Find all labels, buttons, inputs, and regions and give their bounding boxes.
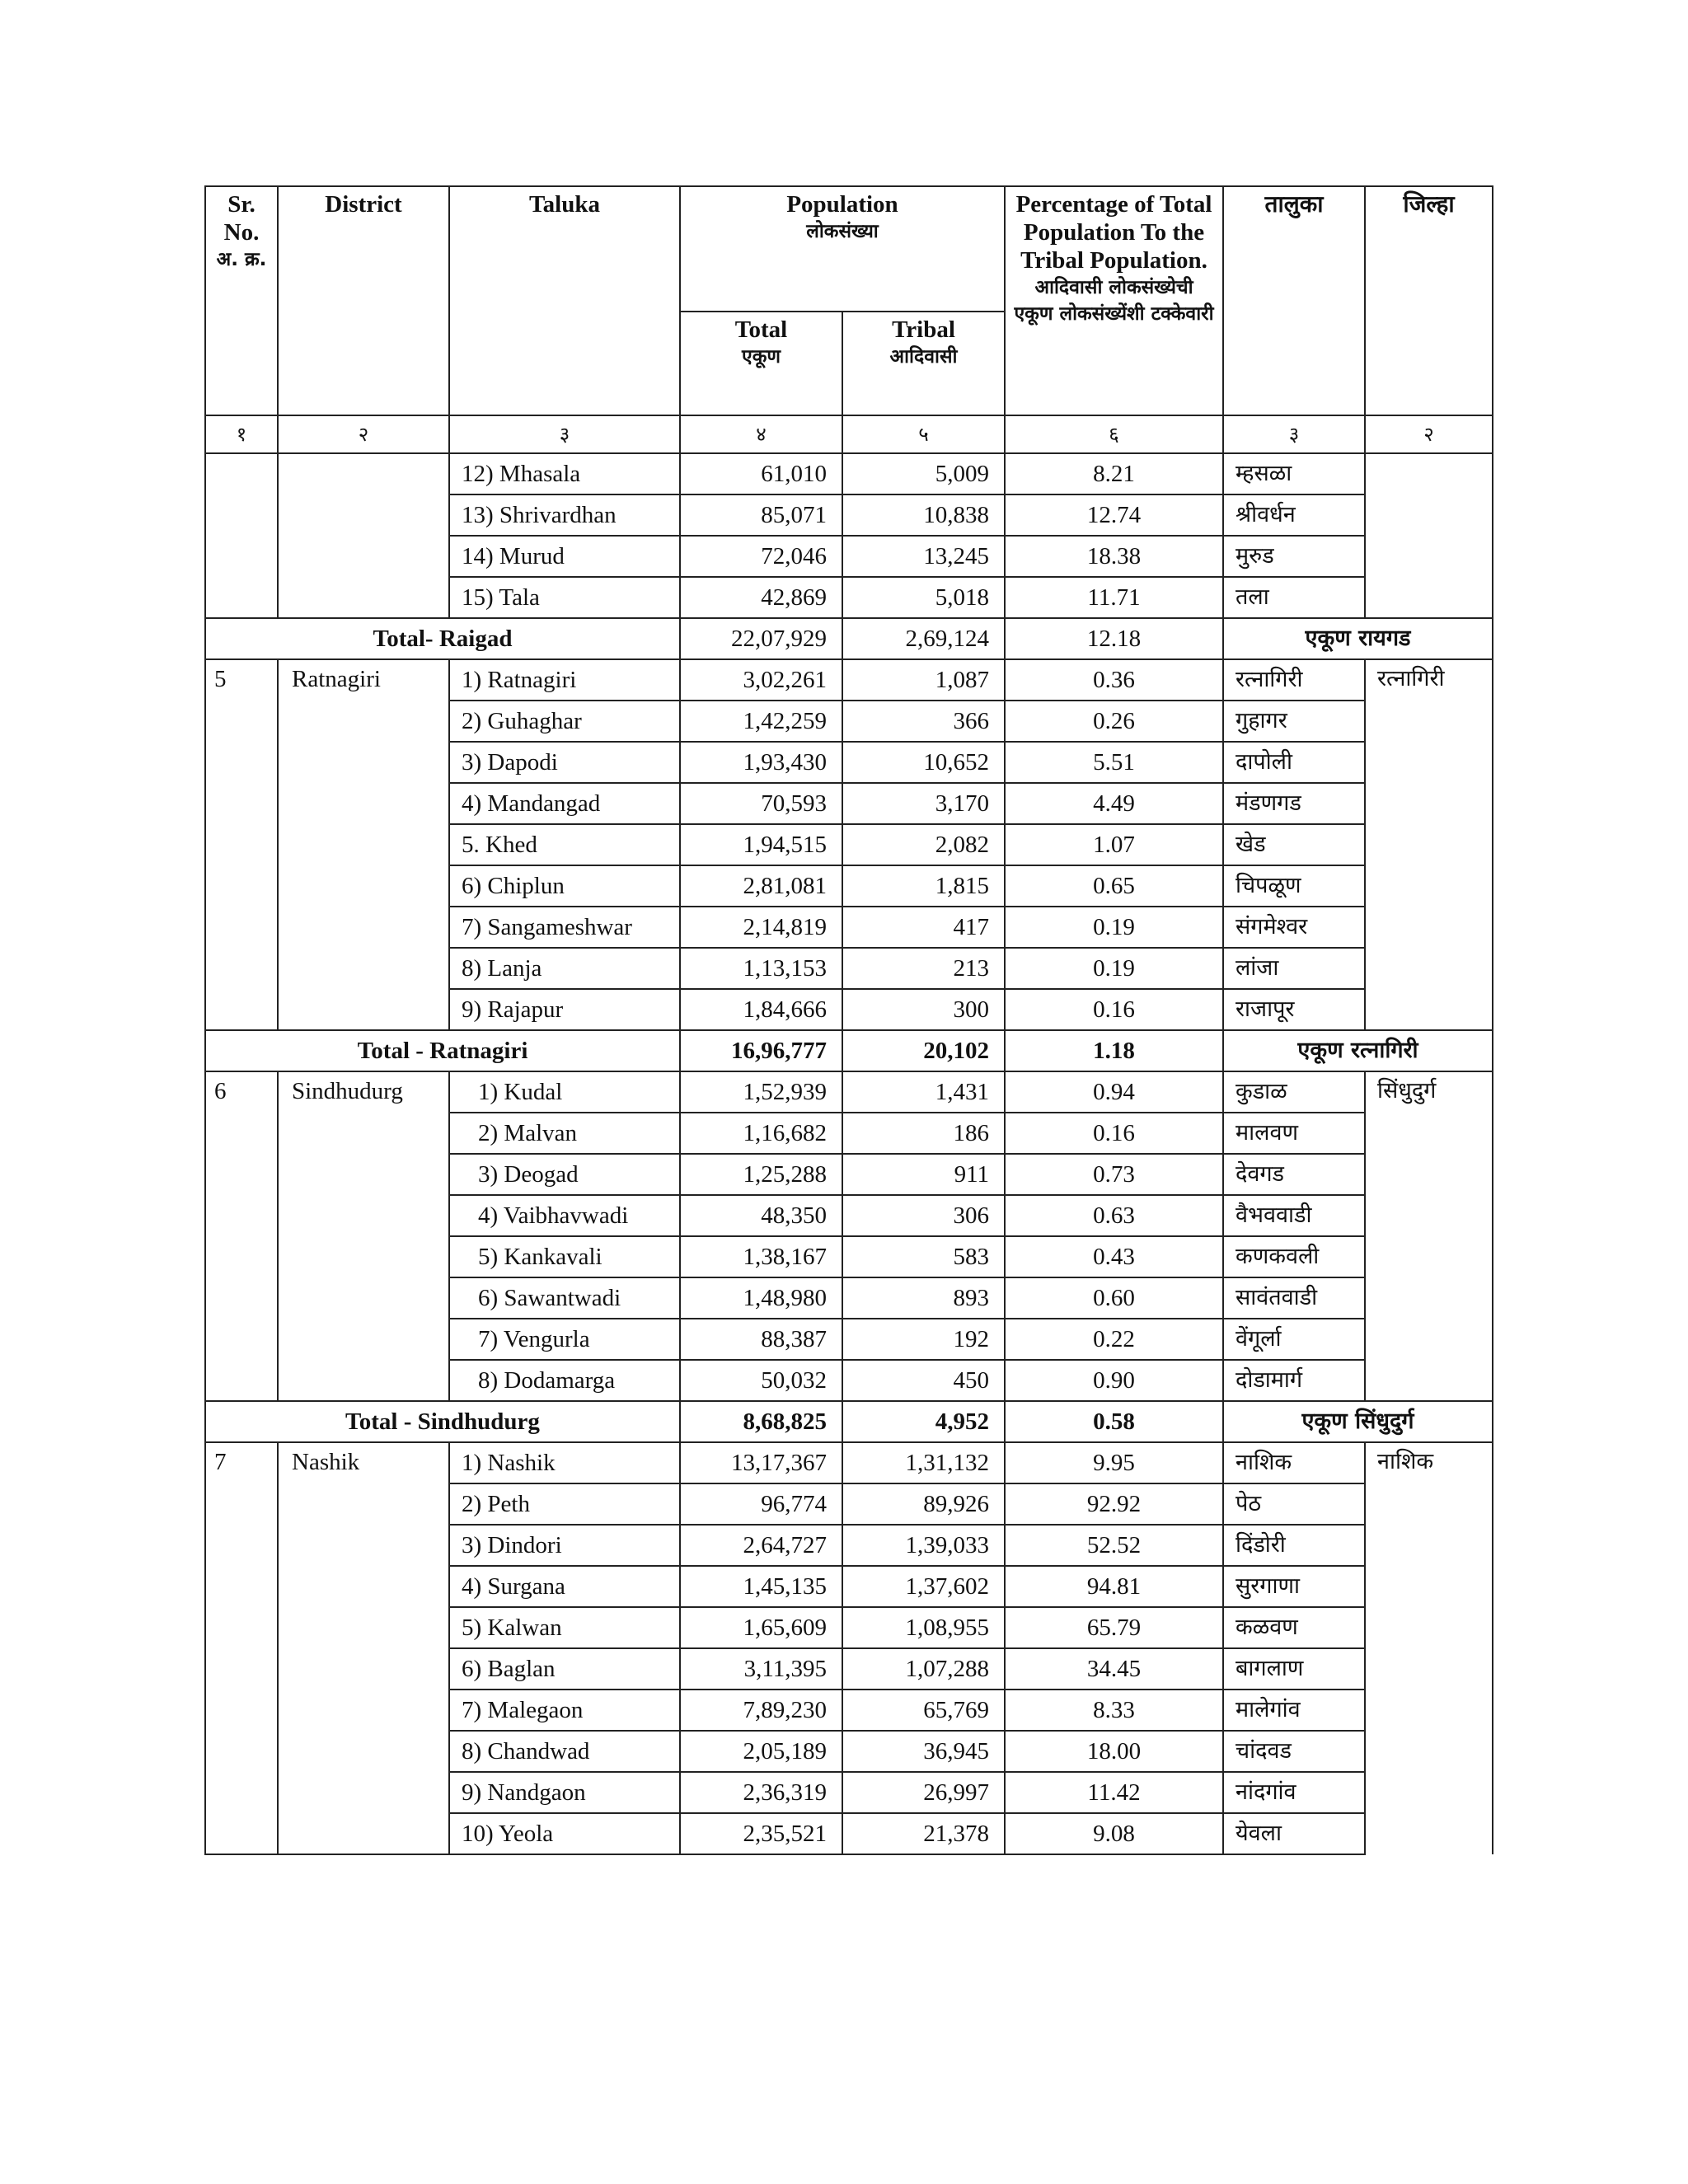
taluka-cell: 4) Vaibhavwadi [449, 1195, 680, 1236]
taluka-mr-cell: येवला [1223, 1813, 1365, 1854]
tribal-cell: 5,018 [842, 577, 1005, 618]
pct-cell: 11.42 [1005, 1772, 1223, 1813]
taluka-cell: 10) Yeola [449, 1813, 680, 1854]
pct-cell: 5.51 [1005, 742, 1223, 783]
taluka-mr-cell: संगमेश्वर [1223, 907, 1365, 948]
percentage-header: Percentage of Total Population To the Tribal Population. आदिवासी लोकसंख्येची एकूण लोकसंख्येंशी टक्केवारी [1005, 186, 1223, 415]
total-sum-cell: 8,68,825 [680, 1401, 842, 1442]
pct-cell: 92.92 [1005, 1483, 1223, 1525]
index-cell: ४ [680, 415, 842, 453]
pct-sum-cell: 12.18 [1005, 618, 1223, 659]
pct-cell: 0.65 [1005, 865, 1223, 907]
taluka-cell: 4) Surgana [449, 1566, 680, 1607]
taluka-mr-cell: नाशिक [1223, 1442, 1365, 1483]
pct-cell: 52.52 [1005, 1525, 1223, 1566]
taluka-cell: 6) Baglan [449, 1648, 680, 1690]
taluka-cell: 2) Guhaghar [449, 701, 680, 742]
index-cell: ३ [1223, 415, 1365, 453]
tribal-cell: 186 [842, 1113, 1005, 1154]
taluka-mr-cell: सुरगाणा [1223, 1566, 1365, 1607]
pct-cell: 0.19 [1005, 948, 1223, 989]
tribal-cell: 1,39,033 [842, 1525, 1005, 1566]
district-cell: Sindhudurg [278, 1071, 449, 1401]
tribal-cell: 450 [842, 1360, 1005, 1401]
taluka-mr-cell: गुहागर [1223, 701, 1365, 742]
tribal-cell: 13,245 [842, 536, 1005, 577]
tribal-cell: 1,31,132 [842, 1442, 1005, 1483]
total-cell: 1,45,135 [680, 1566, 842, 1607]
tribal-cell: 1,087 [842, 659, 1005, 701]
tribal-cell: 893 [842, 1277, 1005, 1319]
taluka-mr-cell: सावंतवाडी [1223, 1277, 1365, 1319]
index-cell: २ [278, 415, 449, 453]
taluka-cell: 2) Malvan [449, 1113, 680, 1154]
taluka-cell: 6) Sawantwadi [449, 1277, 680, 1319]
pct-cell: 8.33 [1005, 1690, 1223, 1731]
taluka-cell: 6) Chiplun [449, 865, 680, 907]
taluka-mr-cell: कुडाळ [1223, 1071, 1365, 1113]
pct-cell: 0.19 [1005, 907, 1223, 948]
total-sum-cell: 16,96,777 [680, 1030, 842, 1071]
total-cell: 85,071 [680, 494, 842, 536]
index-cell: ३ [449, 415, 680, 453]
taluka-cell: 8) Lanja [449, 948, 680, 989]
pct-cell: 9.95 [1005, 1442, 1223, 1483]
total-cell: 70,593 [680, 783, 842, 824]
taluka-cell: 7) Sangameshwar [449, 907, 680, 948]
index-cell: ६ [1005, 415, 1223, 453]
pct-cell: 0.60 [1005, 1277, 1223, 1319]
sr-cell: 5 [205, 659, 278, 1030]
pct-cell: 34.45 [1005, 1648, 1223, 1690]
taluka-mr-cell: रत्नागिरी [1223, 659, 1365, 701]
total-cell: 1,93,430 [680, 742, 842, 783]
tribal-cell: 89,926 [842, 1483, 1005, 1525]
pct-cell: 18.00 [1005, 1731, 1223, 1772]
taluka-cell: 1) Kudal [449, 1071, 680, 1113]
pct-cell: 9.08 [1005, 1813, 1223, 1854]
taluka-cell: 1) Ratnagiri [449, 659, 680, 701]
taluka-mr-cell: कळवण [1223, 1607, 1365, 1648]
taluka-mr-cell: श्रीवर्धन [1223, 494, 1365, 536]
table-row [205, 1442, 1493, 1483]
table-row [205, 453, 1493, 494]
pct-cell: 94.81 [1005, 1566, 1223, 1607]
total-label-mr: एकूण रत्नागिरी [1223, 1030, 1493, 1071]
pct-cell: 0.63 [1005, 1195, 1223, 1236]
taluka-mr-cell: म्हसळा [1223, 453, 1365, 494]
district-cell: Nashik [278, 1442, 449, 1854]
taluka-mr-cell: दिंडोरी [1223, 1525, 1365, 1566]
total-sum-cell: 22,07,929 [680, 618, 842, 659]
taluka-cell: 5) Kalwan [449, 1607, 680, 1648]
table-row [205, 1071, 1493, 1113]
total-cell: 3,02,261 [680, 659, 842, 701]
total-cell: 1,13,153 [680, 948, 842, 989]
population-table [204, 185, 1493, 1855]
district-mr-header: जिल्हा [1365, 186, 1493, 415]
total-cell: 3,11,395 [680, 1648, 842, 1690]
total-cell: 1,42,259 [680, 701, 842, 742]
sr-no-header: Sr. No. अ. क्र. [205, 186, 278, 415]
taluka-mr-cell: कणकवली [1223, 1236, 1365, 1277]
tribal-cell: 10,838 [842, 494, 1005, 536]
header-row [205, 186, 1493, 312]
taluka-cell: 5. Khed [449, 824, 680, 865]
taluka-cell: 9) Rajapur [449, 989, 680, 1030]
total-row [205, 618, 1493, 659]
pct-cell: 11.71 [1005, 577, 1223, 618]
total-cell: 72,046 [680, 536, 842, 577]
taluka-cell: 13) Shrivardhan [449, 494, 680, 536]
tribal-cell: 1,08,955 [842, 1607, 1005, 1648]
taluka-cell: 8) Dodamarga [449, 1360, 680, 1401]
pct-cell: 0.43 [1005, 1236, 1223, 1277]
taluka-mr-cell: वैभववाडी [1223, 1195, 1365, 1236]
tribal-header: Tribal आदिवासी [842, 312, 1005, 415]
total-cell: 2,64,727 [680, 1525, 842, 1566]
tribal-sum-cell: 20,102 [842, 1030, 1005, 1071]
total-cell: 50,032 [680, 1360, 842, 1401]
district-cell [278, 453, 449, 618]
total-cell: 96,774 [680, 1483, 842, 1525]
pct-cell: 0.26 [1005, 701, 1223, 742]
taluka-mr-cell: पेठ [1223, 1483, 1365, 1525]
total-label-mr: एकूण सिंधुदुर्ग [1223, 1401, 1493, 1442]
district-mr-cell: सिंधुदुर्ग [1365, 1071, 1493, 1401]
table-row [205, 659, 1493, 701]
total-cell: 2,05,189 [680, 1731, 842, 1772]
taluka-mr-cell: दोडामार्ग [1223, 1360, 1365, 1401]
taluka-cell: 14) Murud [449, 536, 680, 577]
total-cell: 2,81,081 [680, 865, 842, 907]
tribal-cell: 417 [842, 907, 1005, 948]
total-cell: 61,010 [680, 453, 842, 494]
total-cell: 2,35,521 [680, 1813, 842, 1854]
tribal-cell: 911 [842, 1154, 1005, 1195]
total-cell: 1,84,666 [680, 989, 842, 1030]
tribal-cell: 192 [842, 1319, 1005, 1360]
total-cell: 13,17,367 [680, 1442, 842, 1483]
taluka-mr-cell: बागलाण [1223, 1648, 1365, 1690]
tribal-cell: 306 [842, 1195, 1005, 1236]
taluka-mr-cell: नांदगांव [1223, 1772, 1365, 1813]
population-header: Population लोकसंख्या [680, 186, 1005, 312]
tribal-cell: 300 [842, 989, 1005, 1030]
taluka-mr-cell: वेंगूर्ला [1223, 1319, 1365, 1360]
total-cell: 48,350 [680, 1195, 842, 1236]
index-cell: २ [1365, 415, 1493, 453]
pct-cell: 0.22 [1005, 1319, 1223, 1360]
pct-cell: 0.73 [1005, 1154, 1223, 1195]
taluka-cell: 7) Vengurla [449, 1319, 680, 1360]
taluka-cell: 3) Deogad [449, 1154, 680, 1195]
total-label-mr: एकूण रायगड [1223, 618, 1493, 659]
district-mr-cell: नाशिक [1365, 1442, 1493, 1854]
tribal-cell: 10,652 [842, 742, 1005, 783]
tribal-cell: 1,07,288 [842, 1648, 1005, 1690]
taluka-mr-cell: मंडणगड [1223, 783, 1365, 824]
total-cell: 7,89,230 [680, 1690, 842, 1731]
sr-cell [205, 453, 278, 618]
pct-sum-cell: 1.18 [1005, 1030, 1223, 1071]
tribal-cell: 21,378 [842, 1813, 1005, 1854]
total-cell: 42,869 [680, 577, 842, 618]
total-cell: 2,14,819 [680, 907, 842, 948]
total-cell: 1,52,939 [680, 1071, 842, 1113]
total-cell: 1,16,682 [680, 1113, 842, 1154]
pct-sum-cell: 0.58 [1005, 1401, 1223, 1442]
taluka-mr-cell: चांदवड [1223, 1731, 1365, 1772]
district-cell: Ratnagiri [278, 659, 449, 1030]
column-index-row [205, 415, 1493, 453]
taluka-cell: 2) Peth [449, 1483, 680, 1525]
total-cell: 1,65,609 [680, 1607, 842, 1648]
pct-cell: 0.16 [1005, 1113, 1223, 1154]
total-cell: 1,38,167 [680, 1236, 842, 1277]
taluka-cell: 7) Malegaon [449, 1690, 680, 1731]
taluka-mr-cell: मालेगांव [1223, 1690, 1365, 1731]
taluka-mr-cell: खेड [1223, 824, 1365, 865]
sr-cell: 7 [205, 1442, 278, 1854]
index-cell: ५ [842, 415, 1005, 453]
taluka-mr-cell: लांजा [1223, 948, 1365, 989]
tribal-cell: 2,082 [842, 824, 1005, 865]
pct-cell: 65.79 [1005, 1607, 1223, 1648]
tribal-sum-cell: 2,69,124 [842, 618, 1005, 659]
tribal-cell: 3,170 [842, 783, 1005, 824]
district-mr-cell [1365, 453, 1493, 618]
pct-cell: 0.16 [1005, 989, 1223, 1030]
pct-cell: 1.07 [1005, 824, 1223, 865]
pct-cell: 8.21 [1005, 453, 1223, 494]
taluka-cell: 1) Nashik [449, 1442, 680, 1483]
taluka-cell: 4) Mandangad [449, 783, 680, 824]
total-cell: 2,36,319 [680, 1772, 842, 1813]
taluka-mr-cell: राजापूर [1223, 989, 1365, 1030]
total-cell: 1,48,980 [680, 1277, 842, 1319]
tribal-sum-cell: 4,952 [842, 1401, 1005, 1442]
tribal-cell: 213 [842, 948, 1005, 989]
taluka-cell: 9) Nandgaon [449, 1772, 680, 1813]
pct-cell: 18.38 [1005, 536, 1223, 577]
taluka-cell: 12) Mhasala [449, 453, 680, 494]
index-cell: १ [205, 415, 278, 453]
tribal-cell: 5,009 [842, 453, 1005, 494]
total-label: Total- Raigad [205, 618, 680, 659]
total-label: Total - Ratnagiri [205, 1030, 680, 1071]
total-header: Total एकूण [680, 312, 842, 415]
taluka-mr-cell: दापोली [1223, 742, 1365, 783]
tribal-cell: 65,769 [842, 1690, 1005, 1731]
pct-cell: 4.49 [1005, 783, 1223, 824]
total-cell: 1,94,515 [680, 824, 842, 865]
tribal-cell: 36,945 [842, 1731, 1005, 1772]
total-label: Total - Sindhudurg [205, 1401, 680, 1442]
tribal-cell: 1,431 [842, 1071, 1005, 1113]
district-header: District [278, 186, 449, 415]
taluka-cell: 5) Kankavali [449, 1236, 680, 1277]
total-row [205, 1030, 1493, 1071]
taluka-mr-cell: चिपळूण [1223, 865, 1365, 907]
taluka-mr-cell: तला [1223, 577, 1365, 618]
taluka-cell: 15) Tala [449, 577, 680, 618]
taluka-header: Taluka [449, 186, 680, 415]
pct-cell: 0.90 [1005, 1360, 1223, 1401]
tribal-cell: 26,997 [842, 1772, 1005, 1813]
taluka-mr-cell: मुरुड [1223, 536, 1365, 577]
taluka-cell: 3) Dapodi [449, 742, 680, 783]
pct-cell: 12.74 [1005, 494, 1223, 536]
total-cell: 88,387 [680, 1319, 842, 1360]
tribal-cell: 583 [842, 1236, 1005, 1277]
district-mr-cell: रत्नागिरी [1365, 659, 1493, 1030]
taluka-cell: 3) Dindori [449, 1525, 680, 1566]
taluka-mr-header: तालुका [1223, 186, 1365, 415]
pct-cell: 0.36 [1005, 659, 1223, 701]
pct-cell: 0.94 [1005, 1071, 1223, 1113]
taluka-mr-cell: मालवण [1223, 1113, 1365, 1154]
tribal-cell: 366 [842, 701, 1005, 742]
tribal-cell: 1,815 [842, 865, 1005, 907]
total-row [205, 1401, 1493, 1442]
total-cell: 1,25,288 [680, 1154, 842, 1195]
sr-cell: 6 [205, 1071, 278, 1401]
tribal-cell: 1,37,602 [842, 1566, 1005, 1607]
taluka-cell: 8) Chandwad [449, 1731, 680, 1772]
taluka-mr-cell: देवगड [1223, 1154, 1365, 1195]
